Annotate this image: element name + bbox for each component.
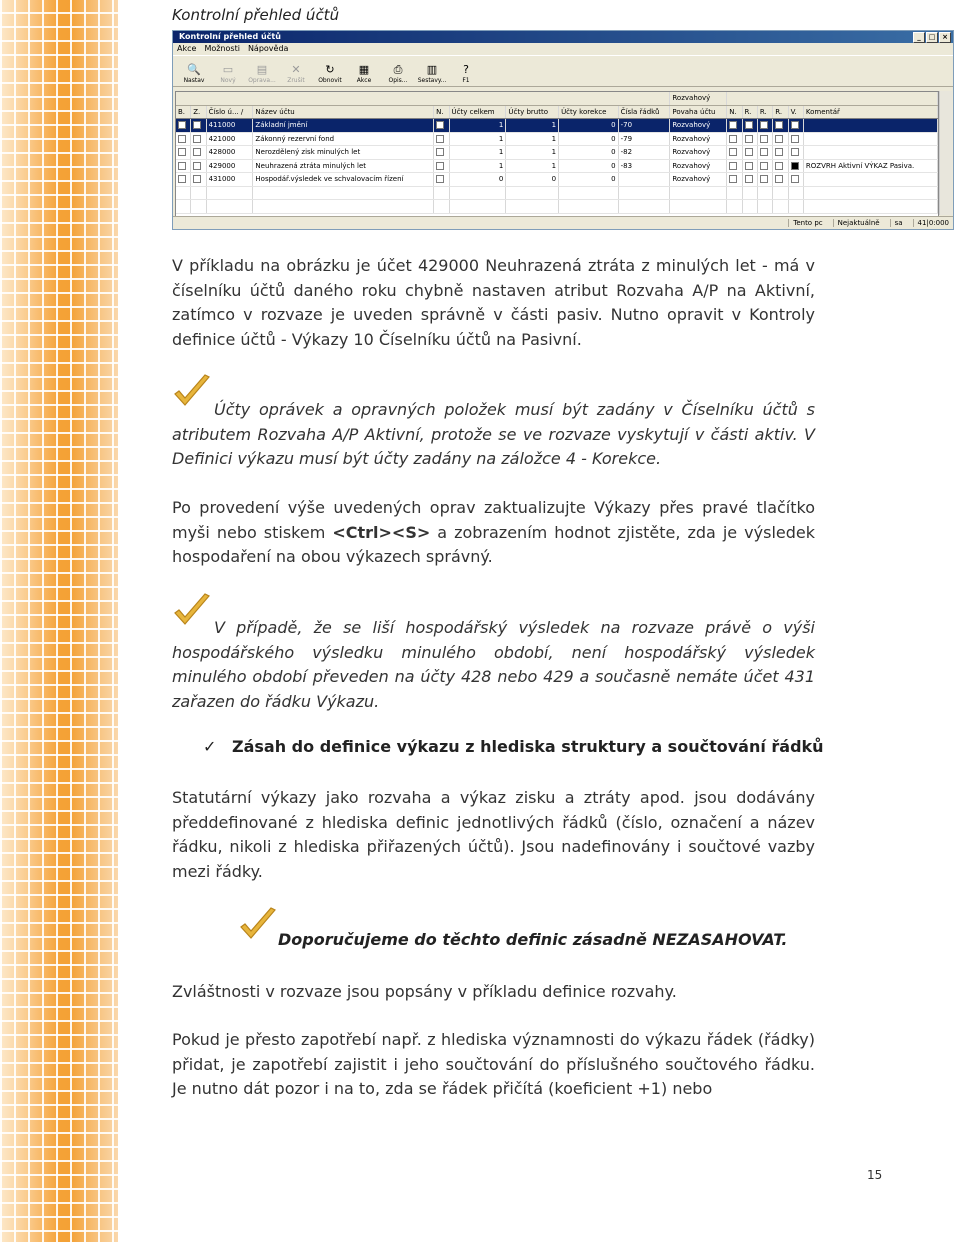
checkbox-cell xyxy=(773,159,788,173)
checkbox[interactable] xyxy=(729,175,737,183)
cell-povaha: Rozvahový xyxy=(670,159,727,173)
cell-nazev: Hospodář.výsledek ve schvalovacím řízení xyxy=(253,173,434,187)
empty-cell xyxy=(788,200,803,214)
window-title: Kontrolní přehled účtů xyxy=(179,32,281,41)
checkbox[interactable] xyxy=(745,175,753,183)
cell-radky: -70 xyxy=(618,119,670,133)
cell-nazev: Zákonný rezervní fond xyxy=(253,132,434,146)
empty-cell xyxy=(670,200,727,214)
checkbox[interactable] xyxy=(436,135,444,143)
cell-celkem: 0 xyxy=(449,173,506,187)
paragraph-aktualizace xyxy=(172,496,815,570)
column-header[interactable]: R. xyxy=(773,105,788,119)
empty-cell xyxy=(449,200,506,214)
cell-komentar xyxy=(803,119,937,133)
empty-row xyxy=(176,186,938,200)
checkbox[interactable] xyxy=(178,162,186,170)
paragraph-zvlastnosti: Zvláštnosti v rozvaze jsou popsány v příkladu definice rozvahy. xyxy=(172,982,677,1001)
checkbox-cell xyxy=(191,132,206,146)
toolbar-button-7[interactable] xyxy=(419,63,445,86)
toolbar xyxy=(173,55,953,87)
status-position: 41|0:000 xyxy=(913,219,949,227)
cell-korekce: 0 xyxy=(559,159,619,173)
cell-radky: -82 xyxy=(618,146,670,160)
toolbar-button-4[interactable] xyxy=(317,63,343,86)
column-header[interactable]: Povaha účtu xyxy=(670,105,727,119)
checkbox[interactable] xyxy=(729,121,737,129)
toolbar-button-label: Obnovit xyxy=(318,77,342,84)
toolbar-button-6[interactable] xyxy=(385,63,411,86)
empty-cell xyxy=(206,186,253,200)
checkbox[interactable] xyxy=(745,135,753,143)
empty-cell xyxy=(773,200,788,214)
checkbox[interactable] xyxy=(729,135,737,143)
column-header[interactable]: Číslo ú... / xyxy=(206,105,253,119)
empty-cell xyxy=(803,186,937,200)
toolbar-button-label: Nový xyxy=(220,77,236,84)
checkbox-cell xyxy=(434,146,449,160)
cell-brutto: 1 xyxy=(506,119,559,133)
cell-korekce: 0 xyxy=(559,146,619,160)
checkbox-cell xyxy=(757,119,772,133)
checkbox[interactable] xyxy=(775,135,783,143)
checkbox[interactable] xyxy=(745,162,753,170)
cell-brutto: 1 xyxy=(506,132,559,146)
toolbar-button-label: Oprava... xyxy=(248,77,276,84)
table-row[interactable] xyxy=(176,173,938,187)
checkbox[interactable] xyxy=(791,175,799,183)
new-icon: ▭ xyxy=(222,63,234,76)
empty-cell xyxy=(176,200,191,214)
checkbox-cell xyxy=(727,159,742,173)
checkbox-cell xyxy=(727,173,742,187)
column-header[interactable]: Komentář xyxy=(803,105,937,119)
checkbox[interactable] xyxy=(436,162,444,170)
checkbox-cell xyxy=(191,159,206,173)
checkbox-cell xyxy=(727,132,742,146)
cell-povaha: Rozvahový xyxy=(670,119,727,133)
cell-cislo: 421000 xyxy=(206,132,253,146)
paragraph-example: V příkladu na obrázku je účet 429000 Neuhrazená ztráta z minulých let - má v číselníku účtů daného roku chybně nastaven atribut Rozvaha A/P na Aktivní, zatímco v rozvaze je uveden správně v části pasiv. Nutno opravit v Kontroly definice účtů - Výkazy 10 Číselníku účtů na Pasivní. xyxy=(172,256,815,349)
small-check-icon: ✓ xyxy=(203,737,217,756)
cell-komentar xyxy=(803,173,937,187)
toolbar-button-2[interactable] xyxy=(249,63,275,86)
menu-napoveda[interactable]: Nápověda xyxy=(247,44,289,53)
checkbox-cell xyxy=(742,173,757,187)
cell-celkem: 1 xyxy=(449,146,506,160)
checkbox[interactable] xyxy=(193,175,201,183)
column-header[interactable]: Název účtu xyxy=(253,105,434,119)
empty-cell xyxy=(506,200,559,214)
checkbox-cell xyxy=(788,146,803,160)
checkbox-cell xyxy=(757,146,772,160)
paragraph-aktualizace-text-b: a zobrazením hodnot zjistěte, zda je výsledek hospodaření na obou výkazech správný. xyxy=(172,522,815,566)
column-header-row xyxy=(176,105,938,119)
column-header[interactable]: Účty korekce xyxy=(559,105,619,119)
menu-akce[interactable]: Akce xyxy=(177,44,197,53)
cell-korekce: 0 xyxy=(559,173,619,187)
empty-cell xyxy=(176,186,191,200)
cell-korekce: 0 xyxy=(559,132,619,146)
cell-brutto: 0 xyxy=(506,173,559,187)
checkbox-cell xyxy=(742,159,757,173)
cell-radky: -83 xyxy=(618,159,670,173)
empty-cell xyxy=(559,200,619,214)
checkbox-cell xyxy=(773,119,788,133)
paragraph-pridani-radku: Pokud je přesto zapotřebí např. z hlediska významnosti do výkazu řádek (řádky) přidat, je zapotřebí zajistit i jeho součtování do příslušného součtového řádku. Je nutno dát pozor i na to, zda se řádek přičítá (koeficient +1) nebo xyxy=(172,1030,815,1098)
empty-cell xyxy=(757,200,772,214)
cell-nazev: Základní jmění xyxy=(253,119,434,133)
checkbox[interactable] xyxy=(745,148,753,156)
checkbox[interactable] xyxy=(193,162,201,170)
empty-cell xyxy=(449,186,506,200)
cell-nazev: Nerozdělený zisk minulých let xyxy=(253,146,434,160)
cell-radky: -79 xyxy=(618,132,670,146)
toolbar-button-label: Opis... xyxy=(388,77,408,84)
paragraph-statutarni: Statutární výkazy jako rozvaha a výkaz zisku a ztráty apod. jsou dodávány předdefinované z hlediska definic jednotlivých řádků (číslo, označení a název řádku, nikoli z hlediska přiřazených účtů). Jsou nadefinovány i součtové vazby mezi řádky. xyxy=(172,788,815,881)
checkbox-cell xyxy=(191,146,206,160)
shortcut-ctrl-s: <Ctrl><S> xyxy=(332,522,431,542)
checkbox-cell xyxy=(176,119,191,133)
maximize-button[interactable]: □ xyxy=(926,32,938,43)
empty-cell xyxy=(434,186,449,200)
checkbox-cell xyxy=(191,119,206,133)
toolbar-button-label: Zrušit xyxy=(287,77,305,84)
empty-cell xyxy=(253,186,434,200)
toolbar-button-label: Nastav xyxy=(183,77,205,84)
checkbox-cell xyxy=(773,146,788,160)
empty-cell xyxy=(803,200,937,214)
checkbox[interactable] xyxy=(760,135,768,143)
cell-komentar: ROZVRH Aktivní VÝKAZ Pasiva. xyxy=(803,159,937,173)
cell-cislo: 428000 xyxy=(206,146,253,160)
close-button[interactable]: × xyxy=(939,32,951,43)
checkbox[interactable] xyxy=(729,162,737,170)
checkbox[interactable] xyxy=(760,162,768,170)
help-icon: ? xyxy=(463,63,469,76)
column-header[interactable]: Účty celkem xyxy=(449,105,506,119)
cell-brutto: 1 xyxy=(506,146,559,160)
group-header-label: Rozvahový xyxy=(670,92,727,105)
cell-cislo: 411000 xyxy=(206,119,253,133)
delete-icon: ✕ xyxy=(291,63,301,76)
empty-cell xyxy=(742,186,757,200)
checkbox-cell xyxy=(742,119,757,133)
cell-cislo: 429000 xyxy=(206,159,253,173)
checkbox[interactable] xyxy=(760,175,768,183)
checkbox[interactable] xyxy=(760,121,768,129)
cell-cislo: 431000 xyxy=(206,173,253,187)
toolbar-button-1[interactable] xyxy=(215,63,241,86)
group-header-row xyxy=(176,92,938,105)
cell-celkem: 1 xyxy=(449,132,506,146)
checkbox-cell xyxy=(773,132,788,146)
checkbox[interactable] xyxy=(745,121,753,129)
toolbar-button-5[interactable] xyxy=(351,63,377,86)
checkbox[interactable] xyxy=(775,148,783,156)
empty-cell xyxy=(253,200,434,214)
empty-cell xyxy=(434,200,449,214)
empty-cell xyxy=(559,186,619,200)
checkbox[interactable] xyxy=(178,175,186,183)
cell-celkem: 1 xyxy=(449,159,506,173)
status-nejaktualne: Nejaktuálně xyxy=(833,219,880,227)
checkbox[interactable] xyxy=(729,148,737,156)
vertical-scrollbar[interactable] xyxy=(939,91,952,215)
toolbar-button-label: Sestavy... xyxy=(417,77,447,84)
toolbar-button-label: Akce xyxy=(356,77,372,84)
checkbox[interactable] xyxy=(791,121,799,129)
app-window-screenshot xyxy=(172,30,954,230)
checkbox-cell xyxy=(757,132,772,146)
empty-cell xyxy=(618,186,670,200)
checkbox[interactable] xyxy=(193,135,201,143)
decorative-side-strip xyxy=(0,0,118,1242)
empty-cell xyxy=(618,200,670,214)
cell-komentar xyxy=(803,132,937,146)
column-header[interactable]: N. xyxy=(727,105,742,119)
empty-cell xyxy=(773,186,788,200)
empty-cell xyxy=(670,186,727,200)
print-icon: ⎙ xyxy=(393,63,403,76)
edit-icon: ▤ xyxy=(256,63,268,76)
checkbox[interactable] xyxy=(791,135,799,143)
table-row[interactable] xyxy=(176,132,938,146)
column-header[interactable]: Čísla řádků xyxy=(618,105,670,119)
search-icon: 🔍 xyxy=(187,63,201,76)
cell-nazev: Neuhrazená ztráta minulých let xyxy=(253,159,434,173)
table-row[interactable] xyxy=(176,159,938,173)
checkbox-cell xyxy=(788,119,803,133)
cell-komentar xyxy=(803,146,937,160)
status-sa: sa xyxy=(890,219,903,227)
checkbox-cell xyxy=(757,159,772,173)
empty-cell xyxy=(727,186,742,200)
checkbox-cell xyxy=(727,146,742,160)
checkbox-cell xyxy=(742,132,757,146)
checkbox[interactable] xyxy=(178,148,186,156)
checkbox-cell xyxy=(757,173,772,187)
toolbar-button-8[interactable] xyxy=(453,63,479,86)
checkbox[interactable] xyxy=(178,121,186,129)
checkbox-cell xyxy=(434,173,449,187)
refresh-icon: ↻ xyxy=(325,63,335,76)
action-icon: ▦ xyxy=(358,63,370,76)
checkbox[interactable] xyxy=(775,121,783,129)
checkbox-cell xyxy=(191,173,206,187)
status-bar xyxy=(173,216,953,229)
column-header[interactable]: N. xyxy=(434,105,449,119)
empty-cell xyxy=(191,200,206,214)
accounts-grid xyxy=(175,91,939,217)
menu-moznosti[interactable]: Možnosti xyxy=(204,44,240,53)
empty-row xyxy=(176,200,938,214)
checkbox-cell xyxy=(727,119,742,133)
checkbox-cell xyxy=(434,159,449,173)
checkbox-cell xyxy=(176,132,191,146)
checkbox-cell xyxy=(742,146,757,160)
cell-povaha: Rozvahový xyxy=(670,173,727,187)
page-heading: Kontrolní přehled účtů xyxy=(172,6,340,24)
checkmark-icon xyxy=(238,907,278,947)
empty-cell xyxy=(206,200,253,214)
checkbox[interactable] xyxy=(775,162,783,170)
cell-povaha: Rozvahový xyxy=(670,132,727,146)
report-icon: ▥ xyxy=(426,63,438,76)
checkbox[interactable] xyxy=(760,148,768,156)
checkbox[interactable] xyxy=(436,121,444,129)
cell-brutto: 1 xyxy=(506,159,559,173)
checkbox-cell xyxy=(773,173,788,187)
column-header[interactable]: R. xyxy=(742,105,757,119)
status-tento: Tento pc xyxy=(788,219,822,227)
cell-celkem: 1 xyxy=(449,119,506,133)
empty-cell xyxy=(727,200,742,214)
menu-bar xyxy=(173,43,953,55)
window-titlebar xyxy=(173,31,953,43)
column-header[interactable]: Z. xyxy=(191,105,206,119)
checkbox-cell xyxy=(788,159,803,173)
checkbox[interactable] xyxy=(436,175,444,183)
table-row[interactable] xyxy=(176,146,938,160)
toolbar-button-3[interactable] xyxy=(283,63,309,86)
column-header[interactable]: Účty brutto xyxy=(506,105,559,119)
minimize-button[interactable]: _ xyxy=(913,32,925,43)
empty-cell xyxy=(506,186,559,200)
paragraph-aktualizace-text-a: Po provedení výše uvedených oprav zaktualizujte Výkazy přes pravé tlačítko myši nebo stiskem xyxy=(172,498,815,542)
checkbox[interactable] xyxy=(193,121,201,129)
empty-cell xyxy=(742,200,757,214)
empty-cell xyxy=(191,186,206,200)
checkbox[interactable] xyxy=(791,148,799,156)
table-row[interactable] xyxy=(176,119,938,133)
toolbar-button-0[interactable] xyxy=(181,63,207,86)
checkbox-cell xyxy=(434,119,449,133)
checkbox[interactable] xyxy=(791,162,799,170)
checkbox-cell xyxy=(176,173,191,187)
checkbox-cell xyxy=(176,146,191,160)
cell-radky xyxy=(618,173,670,187)
checkbox-cell xyxy=(788,173,803,187)
column-header[interactable]: B. xyxy=(176,105,191,119)
toolbar-button-label: F1 xyxy=(462,77,470,84)
empty-cell xyxy=(757,186,772,200)
column-header[interactable]: V. xyxy=(788,105,803,119)
cell-korekce: 0 xyxy=(559,119,619,133)
checkbox[interactable] xyxy=(775,175,783,183)
empty-cell xyxy=(788,186,803,200)
note-opravky: Účty oprávek a opravných položek musí být zadány v Číselníku účtů s atributem Rozvaha A/P Aktivní, protože se ve rozvaze vyskytují v části aktiv. V Definici výkazu musí být účty zadány na záložce 4 - Korekce. xyxy=(172,400,815,468)
subheading: Zásah do definice výkazu z hlediska struktury a součtování řádků xyxy=(232,737,824,756)
checkbox-cell xyxy=(788,132,803,146)
checkbox[interactable] xyxy=(193,148,201,156)
checkbox-cell xyxy=(434,132,449,146)
checkbox[interactable] xyxy=(436,148,444,156)
cell-povaha: Rozvahový xyxy=(670,146,727,160)
checkbox-cell xyxy=(176,159,191,173)
page-number: 15 xyxy=(867,1168,883,1182)
checkbox[interactable] xyxy=(178,135,186,143)
note-hv: V případě, že se liší hospodářský výsledek na rozvaze právě o výši hospodářského výsledku minulého období, není hospodářský výsledek minulého období převeden na účty 428 nebo 429 a současně nemáte účet 431 zařazen do řádku Výkazu. xyxy=(172,618,815,711)
recommendation: Doporučujeme do těchto definic zásadně NEZASAHOVAT. xyxy=(278,930,788,949)
column-header[interactable]: R. xyxy=(757,105,772,119)
